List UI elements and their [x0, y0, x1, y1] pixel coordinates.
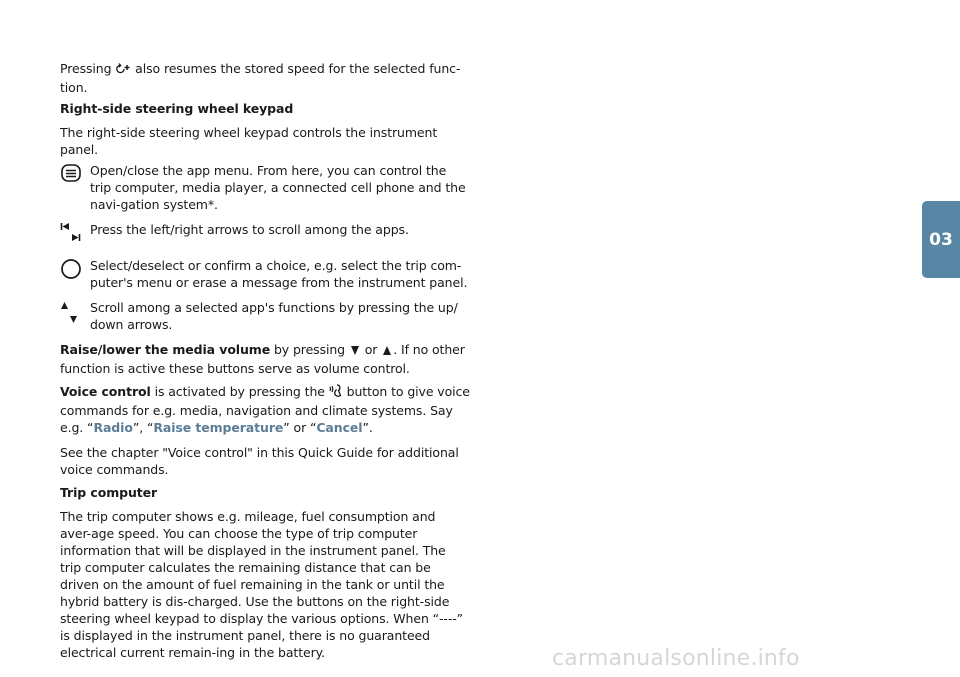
list-item-text: Open/close the app menu. From here, you can control the trip computer, media player, a connected cell phone and the navi-gation system*.: [90, 163, 466, 212]
resume-paragraph: Pressing also resumes the stored speed for the selected func-tion.: [60, 61, 461, 95]
voice-command-raise-temperature: Raise temperature: [153, 420, 284, 435]
chapter-tab: 03: [922, 201, 960, 278]
trip-computer-heading: Trip computer: [60, 485, 158, 500]
up-arrow-icon: [381, 343, 393, 360]
list-item-text: Select/deselect or confirm a choice, e.g. select the trip com-puter's menu or erase a message from the instrument panel.: [90, 258, 468, 290]
list-item: [60, 257, 470, 291]
voice-control-icon: [329, 384, 343, 402]
voice-command-radio: Radio: [93, 420, 133, 435]
left-right-arrows-icon: [60, 222, 82, 252]
up-down-arrows-icon: [60, 300, 82, 332]
chapter-reference-paragraph: See the chapter "Voice control" in this Quick Guide for additional voice commands.: [60, 445, 459, 477]
app-menu-icon: [60, 163, 82, 187]
select-circle-icon: [60, 258, 82, 284]
resume-icon: [115, 62, 131, 79]
trip-computer-paragraph: The trip computer shows e.g. mileage, fuel consumption and aver-age speed. You can choose the type of trip computer information that will be displayed in the instrument panel. The trip computer calculates the remaining distance that can be driven on the amount of fuel remaining in the tank or until the hybrid battery is dis-charged. Use the buttons on the right-side steering wheel keypad to display the various options. When “----” is displayed in the instrument panel, there is no guaranteed electrical current remain-ing in the battery.: [60, 509, 464, 660]
list-item: [60, 221, 470, 249]
list-item-text: Press the left/right arrows to scroll among the apps.: [90, 222, 409, 237]
voice-paragraph: Voice control is activated by pressing the button to give voice commands for e.g. media, navigation and climate systems. Say e.g. “Radio”, “Raise temperature” or “Cancel”.: [60, 384, 470, 435]
list-item: [60, 299, 470, 333]
list-item: [60, 162, 470, 213]
volume-paragraph: Raise/lower the media volume by pressing or . If no other function is active these buttons serve as volume control.: [60, 342, 465, 376]
page-content: [60, 60, 470, 661]
keypad-paragraph: The right-side steering wheel keypad controls the instrument panel.: [60, 125, 438, 157]
watermark: carmanualsonline.info: [552, 646, 800, 671]
list-item-text: Scroll among a selected app's functions by pressing the up/ down arrows.: [90, 300, 458, 332]
down-arrow-icon: [349, 343, 361, 360]
keypad-heading: Right-side steering wheel keypad: [60, 101, 294, 116]
voice-command-cancel: Cancel: [316, 420, 363, 435]
